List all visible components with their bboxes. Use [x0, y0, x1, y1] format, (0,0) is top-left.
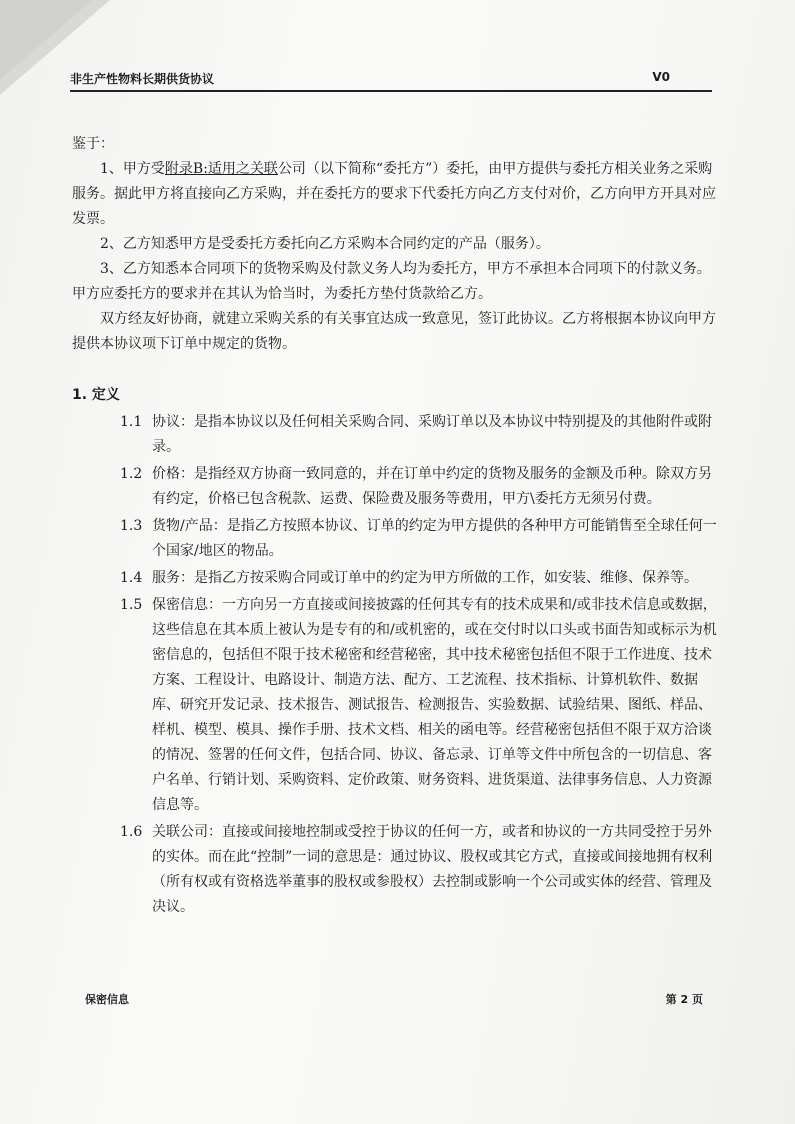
- clause-text: 价格：是指经双方协商一致同意的，并在订单中约定的货物及服务的金额及币种。除双方另有约定，价格已包含税款、运费、保险费及服务等费用，甲方\委托方无须另付费。: [152, 466, 712, 507]
- clause-1-4: [120, 566, 718, 591]
- confidential-label: 保密信息: [85, 993, 129, 1006]
- page-fold-crease: [0, 0, 92, 80]
- clause-number: 1.2: [120, 466, 143, 482]
- clause-text: 货物/产品：是指乙方按照本协议、订单的约定为甲方提供的各种甲方可能销售至全球任何一个国家/地区的物品。: [152, 518, 717, 559]
- clause-text: 服务：是指乙方按采购合同或订单中的约定为甲方所做的工作，如安装、维修、保养等。: [152, 570, 698, 586]
- preamble-paragraph-2: 2、乙方知悉甲方是受委托方委托向乙方采购本合同约定的产品（服务）。: [100, 236, 550, 252]
- clause-1-1: [120, 410, 718, 460]
- document-version: V0: [652, 70, 670, 84]
- document-body: [72, 132, 718, 920]
- preamble-p1-prefix: 1、甲方受: [100, 161, 165, 177]
- page-footer: [85, 991, 713, 1007]
- clause-1-2: [120, 462, 718, 512]
- appendix-reference: 附录B:适用之关联: [164, 161, 278, 177]
- preamble-paragraph-1: [72, 157, 718, 232]
- clause-number: 1.5: [120, 597, 143, 613]
- clause-number: 1.3: [120, 518, 143, 534]
- clause-1-6: [120, 820, 718, 920]
- preamble-p1-rest: 公司（以下简称“委托方”）委托，由甲方提供与委托方相关业务之采购服务。据此甲方将直接向乙方采购，并在委托方的要求下代委托方向乙方支付对价，乙方向甲方开具对应发票。: [72, 161, 716, 227]
- clause-text: 协议：是指本协议以及任何相关采购合同、采购订单以及本协议中特别提及的其他附件或附录。: [152, 414, 712, 455]
- preamble-paragraph-4: 双方经友好协商，就建立采购关系的有关事宜达成一致意见，签订此协议。乙方将根据本协议向甲方提供本协议项下订单中规定的货物。: [72, 311, 716, 352]
- preamble-paragraph-3: 3、乙方知悉本合同项下的货物采购及付款义务人均为委托方，甲方不承担本合同项下的付款义务。甲方应委托方的要求并在其认为恰当时，为委托方垫付货款给乙方。: [72, 261, 711, 302]
- clause-1-3: [120, 514, 718, 564]
- document-title: 非生产性物料长期供货协议: [70, 72, 215, 86]
- page-number: 第 2 页: [665, 993, 703, 1006]
- clause-1-5: [120, 593, 718, 818]
- clause-number: 1.4: [120, 570, 143, 586]
- clause-number: 1.1: [120, 414, 143, 430]
- clause-text: 关联公司：直接或间接地控制或受控于协议的任何一方，或者和协议的一方共同受控于另外的实体。而在此“控制”一词的意思是：通过协议、股权或其它方式，直接或间接地拥有权利（所有权或有资格选举董事的股权或参股权）去控制或影响一个公司或实体的经营、管理及决议。: [152, 824, 713, 915]
- clause-number: 1.6: [120, 824, 143, 840]
- page-header: [70, 70, 712, 92]
- section-heading-definitions: 1. 定义: [72, 387, 120, 403]
- clause-text: 保密信息：一方向另一方直接或间接披露的任何其专有的技术成果和/或非技术信息或数据，这些信息在其本质上被认为是专有的和/或机密的，或在交付时以口头或书面告知或标示为机密信息的，包括但不限于技术秘密和经营秘密，其中技术秘密包括但不限于工作进度、技术方案、工程设计、电路设计、制造方法、配方、工艺流程、技术指标、计算机软件、数据库、研究开发记录、技术报告、测试报告、检测报告、实验数据、试验结果、图纸、样品、样机、模型、模具、操作手册、技术文档、相关的函电等。经营秘密包括但不限于双方洽谈的情况、签署的任何文件，包括合同、协议、备忘录、订单等文件中所包含的一切信息、客户名单、行销计划、采购资料、定价政策、财务资料、进货渠道、法律事务信息、人力资源信息等。: [152, 597, 717, 813]
- preamble-lead: 鉴于：: [72, 136, 114, 152]
